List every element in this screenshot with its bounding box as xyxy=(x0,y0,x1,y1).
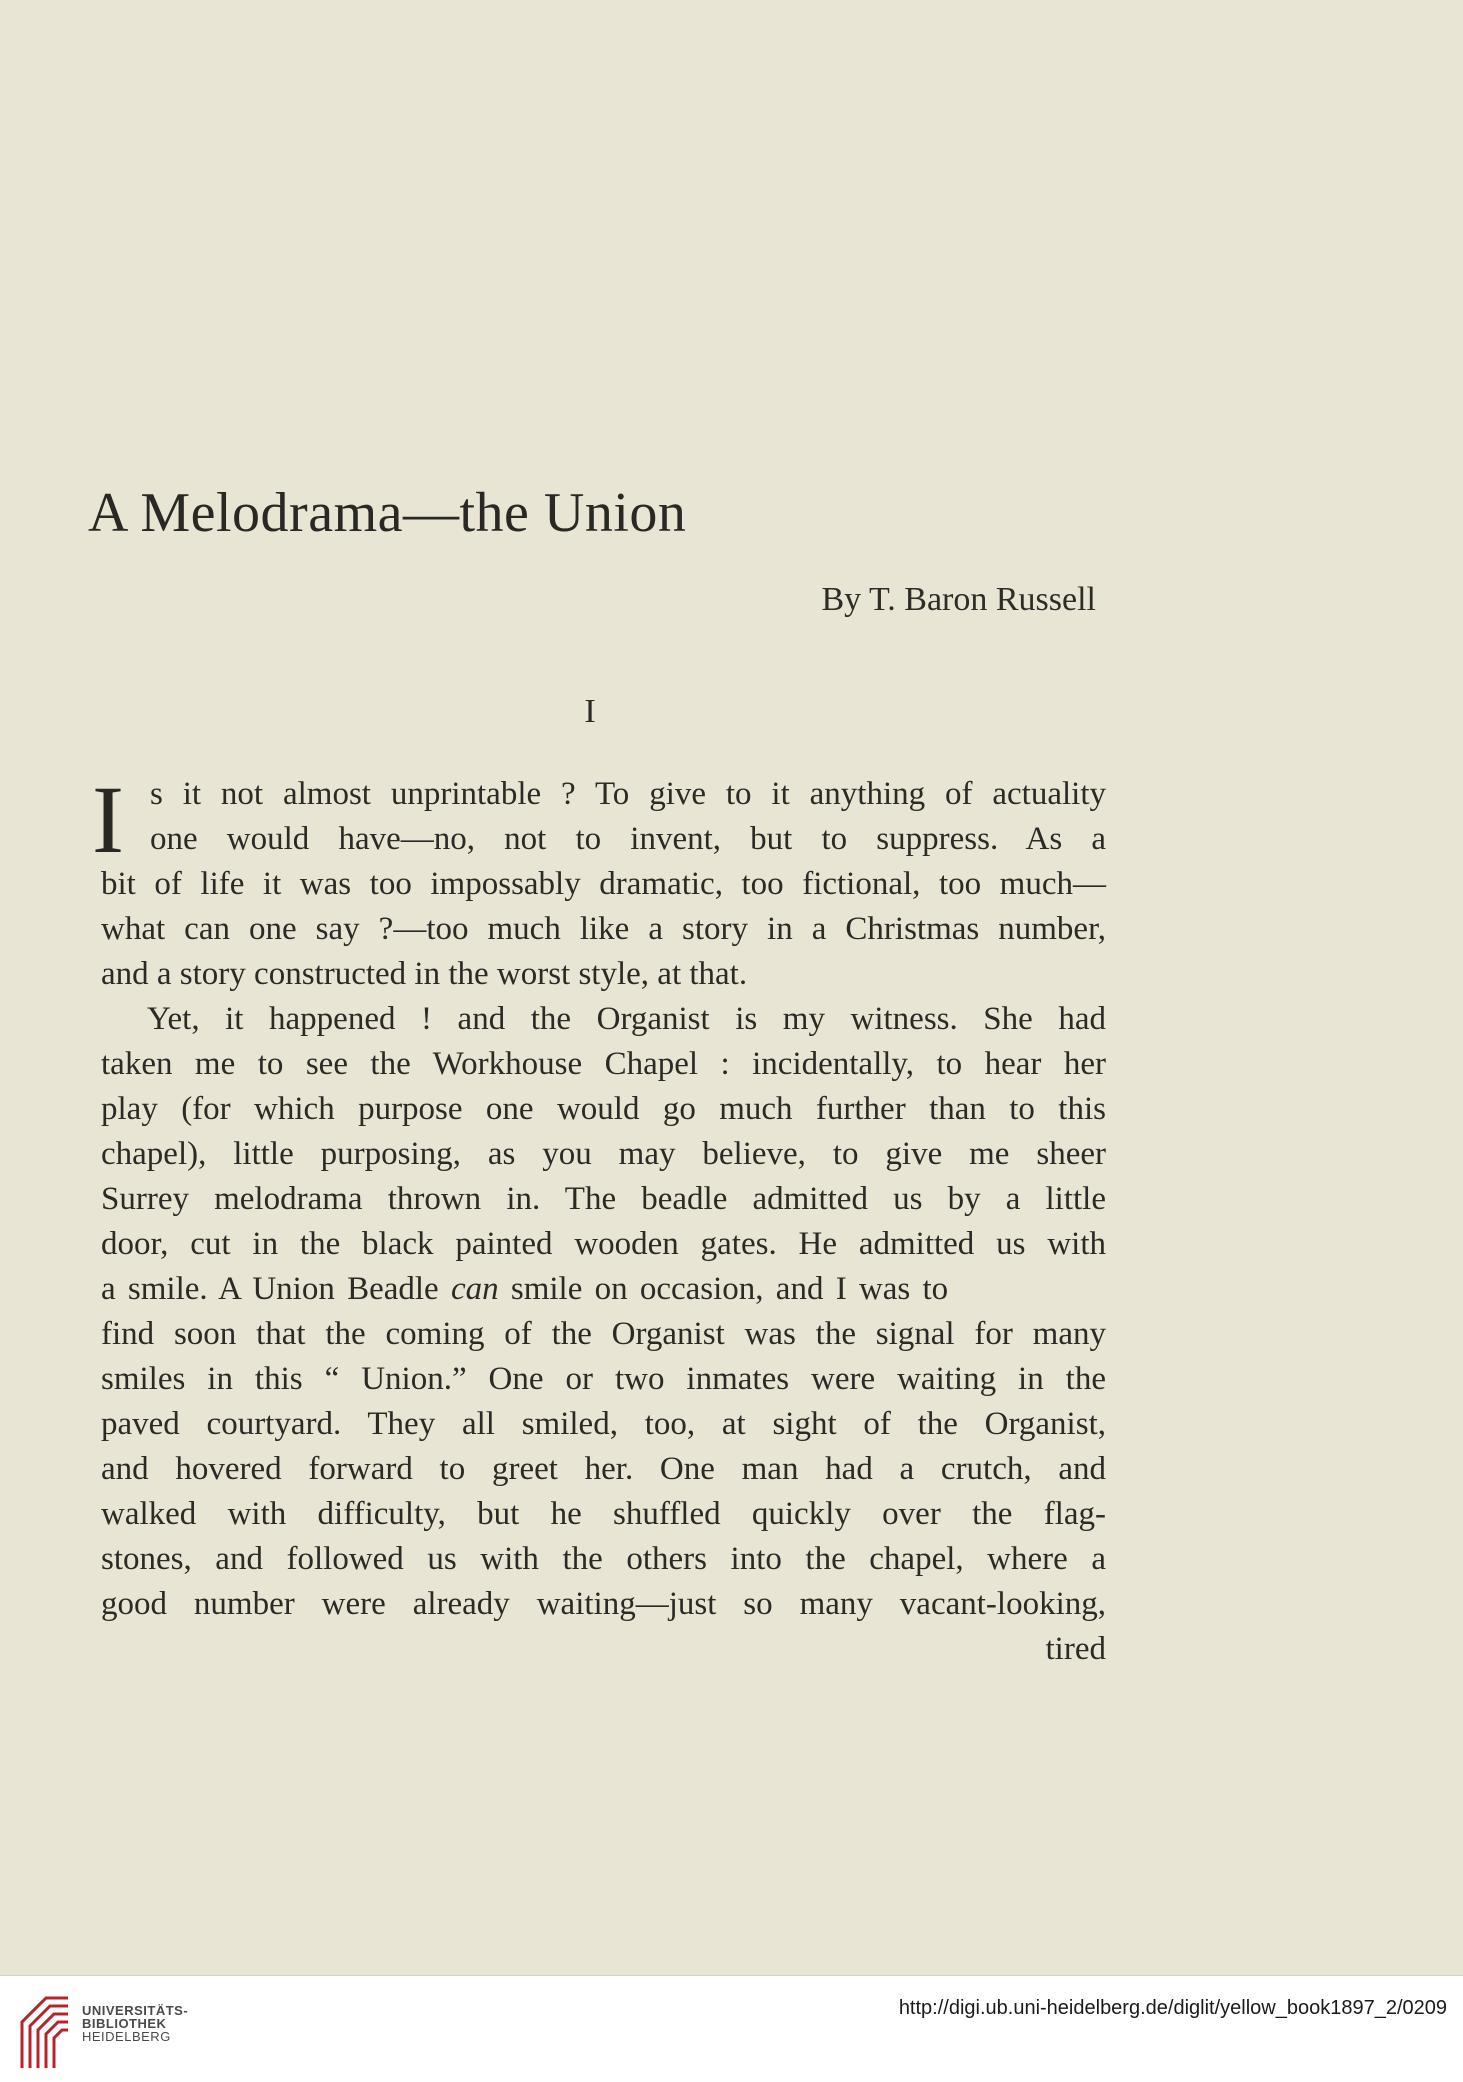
text-line: Surrey melodrama thrown in. The beadle admitted us by a little xyxy=(101,1181,1106,1217)
library-name xyxy=(82,2004,188,2043)
permalink-url[interactable]: http://digi.ub.uni-heidelberg.de/diglit/yellow_book1897_2/0209 xyxy=(898,1997,1447,2019)
author-byline: By T. Baron Russell xyxy=(821,581,1096,618)
text-line: good number were already waiting—just so many vacant-looking, xyxy=(101,1586,1106,1622)
text-line: stones, and followed us with the others into the chapel, where a xyxy=(101,1541,1106,1577)
text-line: and hovered forward to greet her. One man had a crutch, and xyxy=(101,1451,1106,1487)
text-line: Yet, it happened ! and the Organist is my witness. She had xyxy=(147,1001,1106,1037)
drop-cap: I xyxy=(92,766,124,873)
text-line: find soon that the coming of the Organist was the signal for many xyxy=(101,1316,1106,1352)
text-line: s it not almost unprintable ? To give to it anything of actuality xyxy=(150,776,1106,812)
section-number: I xyxy=(584,693,596,730)
text-line: walked with difficulty, but he shuffled quickly over the flag- xyxy=(101,1496,1106,1532)
text-line: and a story constructed in the worst style, at that. xyxy=(101,956,748,992)
text-line xyxy=(101,1267,1106,1311)
text-line: door, cut in the black painted wooden gates. He admitted us with xyxy=(101,1226,1106,1262)
text-line: chapel), little purposing, as you may believe, to give me sheer xyxy=(101,1136,1106,1172)
text-segment: a smile. A Union Beadle xyxy=(101,1271,451,1307)
library-city: HEIDELBERG xyxy=(82,2029,171,2044)
text-line: one would have—no, not to invent, but to suppress. As a xyxy=(150,821,1106,857)
text-line: play (for which purpose one would go much further than to this xyxy=(101,1091,1106,1127)
text-line: taken me to see the Workhouse Chapel : incidentally, to hear her xyxy=(101,1046,1106,1082)
article-title: A Melodrama—the Union xyxy=(88,482,687,544)
text-line: smiles in this “ Union.” One or two inmates were waiting in the xyxy=(101,1361,1106,1397)
library-name-line: BIBLIOTHEK xyxy=(82,2016,167,2031)
library-name-line: UNIVERSITÄTS- xyxy=(82,2003,189,2018)
text-line: bit of life it was too impossably dramatic, too fictional, too much— xyxy=(101,866,1106,902)
library-logo-icon xyxy=(16,1988,74,2070)
text-segment: smile on occasion, and I was to xyxy=(498,1271,949,1307)
viewer-footer xyxy=(0,1975,1463,2082)
emphasis-can: can xyxy=(450,1271,499,1307)
catchword: tired xyxy=(1045,1631,1106,1667)
text-line: what can one say ?—too much like a story in a Christmas number, xyxy=(101,911,1106,947)
text-line: paved courtyard. They all smiled, too, at sight of the Organist, xyxy=(101,1406,1106,1442)
